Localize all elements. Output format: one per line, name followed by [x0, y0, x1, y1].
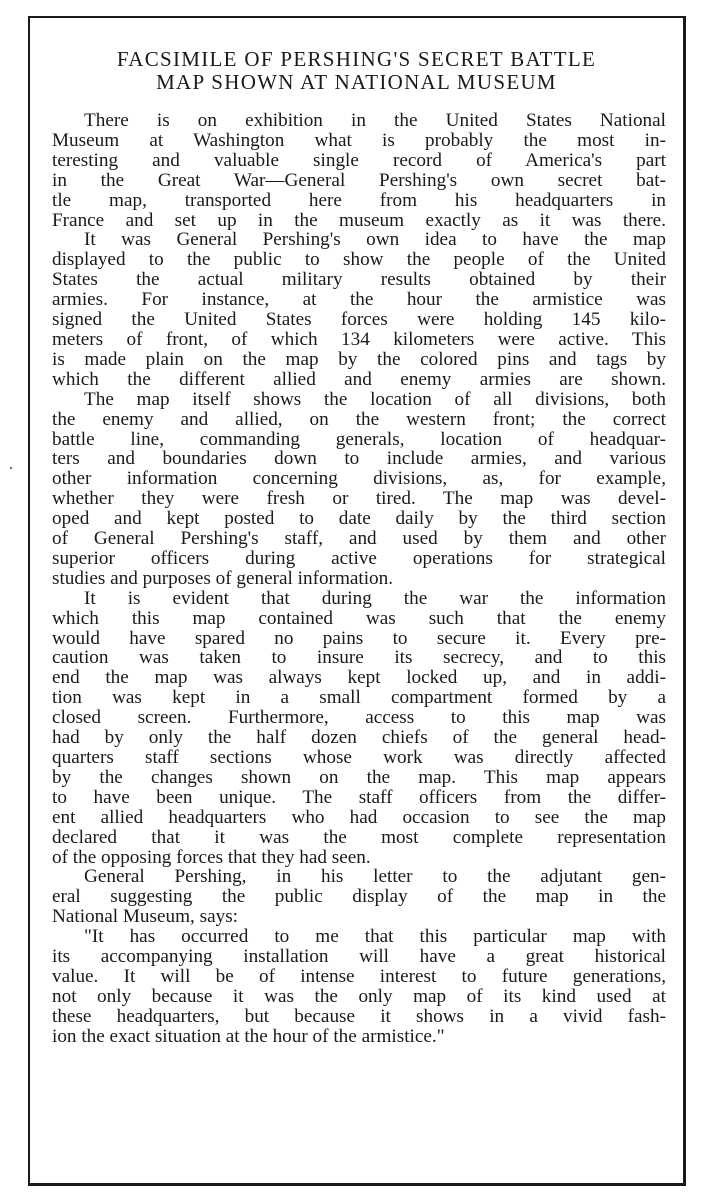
- text-line: these headquarters, but because it shows in a vivid fash-: [52, 1005, 666, 1027]
- paragraph-exhibition: [52, 111, 666, 230]
- text-line: had by only the half dozen chiefs of the general head-: [52, 727, 666, 749]
- text-line: It is evident that during the war the information: [84, 587, 666, 609]
- text-line: Museum at Washington what is probably the most in-: [52, 129, 666, 151]
- text-line: It was General Pershing's own idea to have the map: [84, 229, 666, 251]
- title-line: MAP SHOWN AT NATIONAL MUSEUM: [156, 70, 557, 94]
- text-line: meters of front, of which 134 kilometers were active. This: [52, 328, 666, 350]
- text-line: the enemy and allied, on the western front; the correct: [52, 408, 666, 430]
- text-line: declared that it was the most complete representation: [52, 826, 666, 848]
- text-line: armies. For instance, at the hour the armistice was: [52, 289, 666, 311]
- text-line: end the map was always kept locked up, and in addi-: [52, 667, 666, 689]
- text-line: ters and boundaries down to include armies, and various: [52, 448, 666, 470]
- text-line: quarters staff sections whose work was directly affected: [52, 747, 666, 768]
- text-line: States the actual military results obtained by their: [52, 269, 666, 291]
- paragraph-quotation: [52, 927, 666, 1046]
- text-line: ent allied headquarters who had occasion to see the map: [52, 806, 666, 828]
- text-line: "It has occurred to me that this particular map with: [84, 926, 666, 948]
- text-line: superior officers during active operations for strategical: [52, 547, 666, 569]
- text-line: displayed to the public to show the people of the United: [52, 249, 666, 271]
- text-line: teresting and valuable single record of America's part: [52, 149, 666, 171]
- text-line: oped and kept posted to date daily by the third section: [52, 508, 666, 530]
- text-line: not only because it was the only map of its kind used at: [52, 985, 666, 1007]
- text-line: whether they were fresh or tired. The map was devel-: [52, 488, 666, 510]
- text-line: would have spared no pains to secure it. Every pre-: [52, 627, 666, 649]
- text-line: closed screen. Furthermore, access to this map was: [52, 707, 666, 729]
- title-line: FACSIMILE OF PERSHING'S SECRET BATTLE: [116, 47, 597, 71]
- text-line: signed the United States forces were holding 145 kilo-: [52, 309, 666, 331]
- article-title: [42, 48, 671, 94]
- text-line: tle map, transported here from his headquarters in: [52, 189, 666, 211]
- paragraph-letter-intro: [52, 867, 666, 927]
- text-line: its accompanying installation will have a great historical: [52, 946, 666, 968]
- text-line: of General Pershing's staff, and used by them and other: [52, 528, 666, 550]
- text-line: France and set up in the museum exactly as it was there.: [52, 209, 666, 231]
- text-line: tion was kept in a small compartment formed by a: [52, 687, 666, 709]
- text-line: is made plain on the map by the colored pins and tags by: [52, 348, 666, 370]
- text-line: General Pershing, in his letter to the adjutant gen-: [84, 866, 666, 888]
- print-speck: [10, 467, 12, 469]
- text-line: There is on exhibition in the United States National: [84, 110, 666, 131]
- text-line: in the Great War—General Pershing's own secret bat-: [52, 169, 666, 191]
- article-frame: [28, 16, 686, 1186]
- article-body: [52, 111, 666, 1047]
- text-line: other information concerning divisions, as, for example,: [52, 468, 666, 490]
- text-line: ion the exact situation at the hour of the armistice.": [52, 1025, 445, 1047]
- text-line: studies and purposes of general information.: [52, 567, 394, 589]
- text-line: which this map contained was such that the enemy: [52, 607, 666, 629]
- paragraph-secrecy: [52, 589, 666, 868]
- paragraph-map-contents: [52, 390, 666, 589]
- text-line: The map itself shows the location of all divisions, both: [84, 388, 666, 410]
- text-line: to have been unique. The staff officers from the differ-: [52, 786, 666, 808]
- text-line: battle line, commanding generals, location of headquar-: [52, 428, 666, 450]
- text-line: value. It will be of intense interest to future generations,: [52, 965, 666, 987]
- text-line: of the opposing forces that they had seen.: [52, 846, 371, 868]
- text-line: caution was taken to insure its secrecy, and to this: [52, 647, 666, 669]
- paragraph-pershing-idea: [52, 230, 666, 389]
- text-line: eral suggesting the public display of the map in the: [52, 886, 666, 908]
- text-line: National Museum, says:: [52, 906, 238, 928]
- text-line: which the different allied and enemy armies are shown.: [52, 368, 666, 390]
- text-line: by the changes shown on the map. This map appears: [52, 766, 666, 788]
